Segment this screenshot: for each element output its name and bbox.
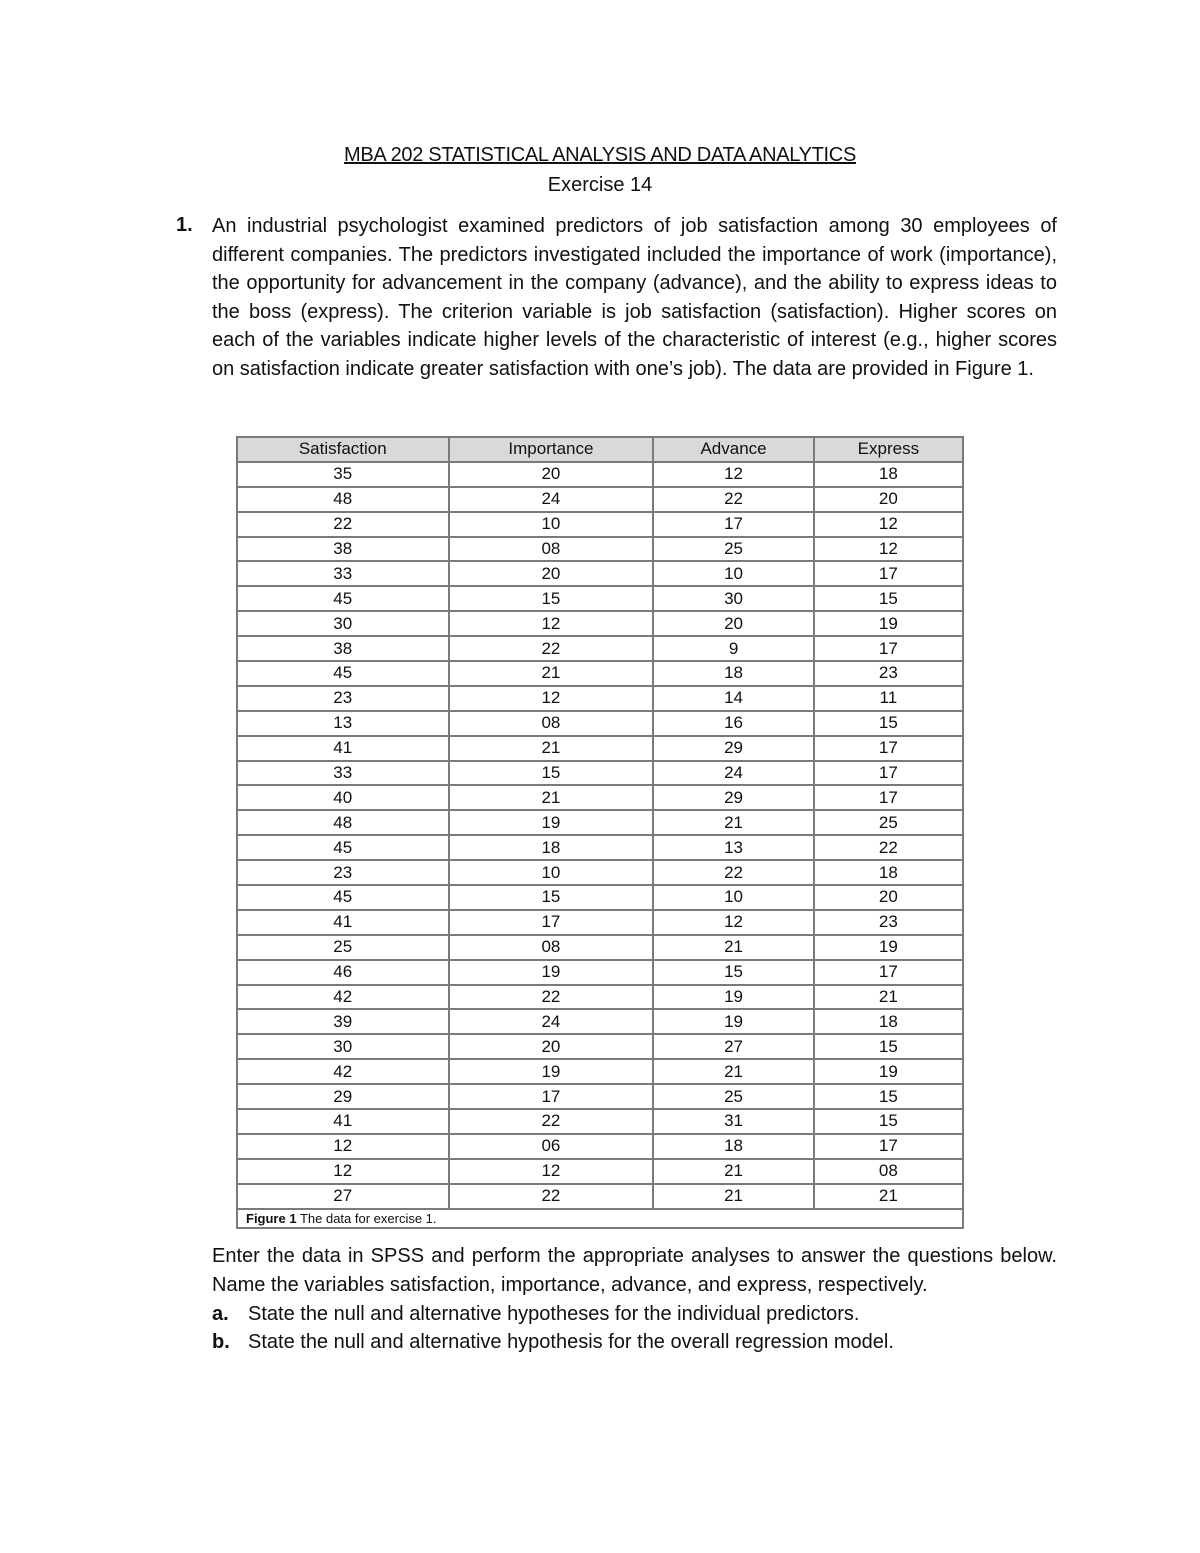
table-row: [237, 611, 963, 636]
table-cell: 23: [237, 860, 449, 885]
table-row: [237, 885, 963, 910]
table-cell: 21: [449, 661, 654, 686]
table-cell: 21: [653, 1059, 813, 1084]
table-cell: 08: [449, 711, 654, 736]
table-cell: 23: [814, 661, 963, 686]
table-cell: 30: [653, 586, 813, 611]
table-cell: 18: [653, 661, 813, 686]
table-cell: 24: [653, 761, 813, 786]
data-table: [236, 436, 964, 1229]
table-row: [237, 960, 963, 985]
table-cell: 33: [237, 761, 449, 786]
table-cell: 19: [449, 960, 654, 985]
table-cell: 20: [814, 487, 963, 512]
table-cell: 38: [237, 636, 449, 661]
table-cell: 10: [653, 561, 813, 586]
table-header-row: [237, 437, 963, 462]
table-row: [237, 686, 963, 711]
table-cell: 20: [449, 561, 654, 586]
table-row: [237, 537, 963, 562]
table-cell: 12: [237, 1159, 449, 1184]
table-cell: 29: [653, 736, 813, 761]
table-cell: 12: [653, 462, 813, 487]
table-row: [237, 1084, 963, 1109]
table-row: [237, 985, 963, 1010]
table-cell: 17: [814, 761, 963, 786]
table-cell: 12: [449, 1159, 654, 1184]
table-row: [237, 860, 963, 885]
table-cell: 40: [237, 785, 449, 810]
table-cell: 17: [449, 910, 654, 935]
table-cell: 33: [237, 561, 449, 586]
table-cell: 13: [653, 835, 813, 860]
table-cell: 25: [814, 810, 963, 835]
exercise-title: Exercise 14: [547, 174, 653, 196]
sub-question-letter: b.: [212, 1331, 230, 1353]
table-row: [237, 711, 963, 736]
table-cell: 22: [237, 512, 449, 537]
table-row: [237, 636, 963, 661]
table-cell: 25: [653, 537, 813, 562]
table-cell: 19: [814, 1059, 963, 1084]
table-cell: 41: [237, 1109, 449, 1134]
table-cell: 08: [814, 1159, 963, 1184]
table-cell: 20: [653, 611, 813, 636]
table-cell: 39: [237, 1009, 449, 1034]
column-header-express: Express: [814, 437, 963, 462]
table-cell: 35: [237, 462, 449, 487]
table-cell: 20: [449, 1034, 654, 1059]
table-cell: 15: [814, 1109, 963, 1134]
sub-question-b: [212, 1328, 894, 1356]
sub-question-a: [212, 1300, 859, 1328]
table-row: [237, 1159, 963, 1184]
table-cell: 46: [237, 960, 449, 985]
table-cell: 38: [237, 537, 449, 562]
table-cell: 19: [814, 935, 963, 960]
table-row: [237, 586, 963, 611]
table-cell: 19: [653, 1009, 813, 1034]
figure-caption-label: Figure 1: [246, 1210, 297, 1226]
table-cell: 30: [237, 611, 449, 636]
column-header-importance: Importance: [449, 437, 654, 462]
table-cell: 17: [814, 561, 963, 586]
table-cell: 25: [653, 1084, 813, 1109]
table-row: [237, 761, 963, 786]
table-cell: 22: [449, 1109, 654, 1134]
table-cell: 19: [449, 810, 654, 835]
table-row: [237, 462, 963, 487]
table-cell: 19: [449, 1059, 654, 1084]
table-cell: 45: [237, 835, 449, 860]
table-cell: 12: [653, 910, 813, 935]
table-cell: 12: [814, 537, 963, 562]
table-row: [237, 810, 963, 835]
table-cell: 21: [653, 935, 813, 960]
table-cell: 45: [237, 586, 449, 611]
table-cell: 21: [814, 1184, 963, 1209]
table-cell: 18: [653, 1134, 813, 1159]
table-cell: 42: [237, 985, 449, 1010]
table-cell: 15: [653, 960, 813, 985]
table-cell: 15: [449, 586, 654, 611]
table-row: [237, 910, 963, 935]
table-cell: 41: [237, 736, 449, 761]
table-cell: 17: [814, 960, 963, 985]
table-cell: 15: [449, 761, 654, 786]
table-row: [237, 487, 963, 512]
caption-row: [237, 1209, 963, 1228]
table-cell: 48: [237, 810, 449, 835]
table-cell: 23: [814, 910, 963, 935]
table-cell: 21: [449, 785, 654, 810]
table-cell: 24: [449, 1009, 654, 1034]
table-row: [237, 935, 963, 960]
table-cell: 17: [814, 636, 963, 661]
table-cell: 9: [653, 636, 813, 661]
table-cell: 42: [237, 1059, 449, 1084]
figure-caption-text: The data for exercise 1.: [296, 1210, 437, 1226]
table-cell: 22: [653, 860, 813, 885]
table-row: [237, 1109, 963, 1134]
table-row: [237, 1034, 963, 1059]
table-cell: 29: [237, 1084, 449, 1109]
table-cell: 15: [814, 1034, 963, 1059]
table-cell: 19: [814, 611, 963, 636]
table-cell: 21: [814, 985, 963, 1010]
table-cell: 22: [814, 835, 963, 860]
table-cell: 16: [653, 711, 813, 736]
table-cell: 13: [237, 711, 449, 736]
table-cell: 08: [449, 537, 654, 562]
table-cell: 45: [237, 661, 449, 686]
table-cell: 15: [814, 586, 963, 611]
table-cell: 22: [449, 636, 654, 661]
column-header-satisfaction: Satisfaction: [237, 437, 449, 462]
table-cell: 45: [237, 885, 449, 910]
table-cell: 18: [814, 462, 963, 487]
instructions-text: Enter the data in SPSS and perform the appropriate analyses to answer the questions below. Name the variables satisfaction, importance, advance, and express, respectively.: [212, 1245, 1057, 1296]
table-cell: 21: [449, 736, 654, 761]
question-number: 1.: [176, 214, 193, 236]
table-cell: 20: [449, 462, 654, 487]
table-cell: 48: [237, 487, 449, 512]
table-cell: 15: [814, 711, 963, 736]
table-row: [237, 561, 963, 586]
table-cell: 17: [814, 785, 963, 810]
table-cell: 29: [653, 785, 813, 810]
table-row: [237, 1009, 963, 1034]
course-title: MBA 202 STATISTICAL ANALYSIS AND DATA ANALYTICS: [343, 144, 856, 166]
table-cell: 12: [237, 1134, 449, 1159]
table-cell: 17: [653, 512, 813, 537]
table-cell: 31: [653, 1109, 813, 1134]
table-cell: 41: [237, 910, 449, 935]
table-row: [237, 736, 963, 761]
table-row: [237, 1059, 963, 1084]
table-cell: 27: [237, 1184, 449, 1209]
table-cell: 22: [653, 487, 813, 512]
table-cell: 10: [449, 512, 654, 537]
table-cell: 21: [653, 1184, 813, 1209]
table-cell: 10: [653, 885, 813, 910]
sub-question-text: State the null and alternative hypothesis for the overall regression model.: [248, 1331, 894, 1353]
column-header-advance: Advance: [653, 437, 813, 462]
table-row: [237, 512, 963, 537]
table-cell: 17: [814, 1134, 963, 1159]
question-text: An industrial psychologist examined predictors of job satisfaction among 30 employees of different companies. The predictors investigated included the importance of work (importance), the opportunity for advancement in the company (advance), and the ability to express ideas to the boss (express). The criterion variable is job satisfaction (satisfaction). Higher scores on each of the variables indicate higher levels of the characteristic of interest (e.g., higher scores on satisfaction indicate greater satisfaction with one’s job). The data are provided in Figure 1.: [212, 215, 1057, 380]
table-row: [237, 785, 963, 810]
table-cell: 15: [814, 1084, 963, 1109]
sub-question-text: State the null and alternative hypotheses for the individual predictors.: [248, 1303, 860, 1325]
table-cell: 08: [449, 935, 654, 960]
table-cell: 30: [237, 1034, 449, 1059]
table-cell: 12: [449, 611, 654, 636]
table-cell: 17: [814, 736, 963, 761]
table-cell: 12: [814, 512, 963, 537]
table-cell: 23: [237, 686, 449, 711]
table-row: [237, 1184, 963, 1209]
table-cell: 18: [449, 835, 654, 860]
table-row: [237, 1134, 963, 1159]
table-cell: 06: [449, 1134, 654, 1159]
table-cell: 27: [653, 1034, 813, 1059]
table-cell: 17: [449, 1084, 654, 1109]
table-cell: 10: [449, 860, 654, 885]
table-cell: 22: [449, 985, 654, 1010]
table-cell: 21: [653, 1159, 813, 1184]
table-body: [237, 462, 963, 1209]
table-cell: 14: [653, 686, 813, 711]
figure-caption: [237, 1209, 963, 1228]
table-cell: 22: [449, 1184, 654, 1209]
table-cell: 24: [449, 487, 654, 512]
table-cell: 12: [449, 686, 654, 711]
table-cell: 25: [237, 935, 449, 960]
table-cell: 18: [814, 860, 963, 885]
sub-question-letter: a.: [212, 1303, 229, 1325]
table-cell: 18: [814, 1009, 963, 1034]
table-cell: 15: [449, 885, 654, 910]
table-cell: 20: [814, 885, 963, 910]
table-row: [237, 661, 963, 686]
table-cell: 21: [653, 810, 813, 835]
table-row: [237, 835, 963, 860]
table-cell: 11: [814, 686, 963, 711]
table-cell: 19: [653, 985, 813, 1010]
